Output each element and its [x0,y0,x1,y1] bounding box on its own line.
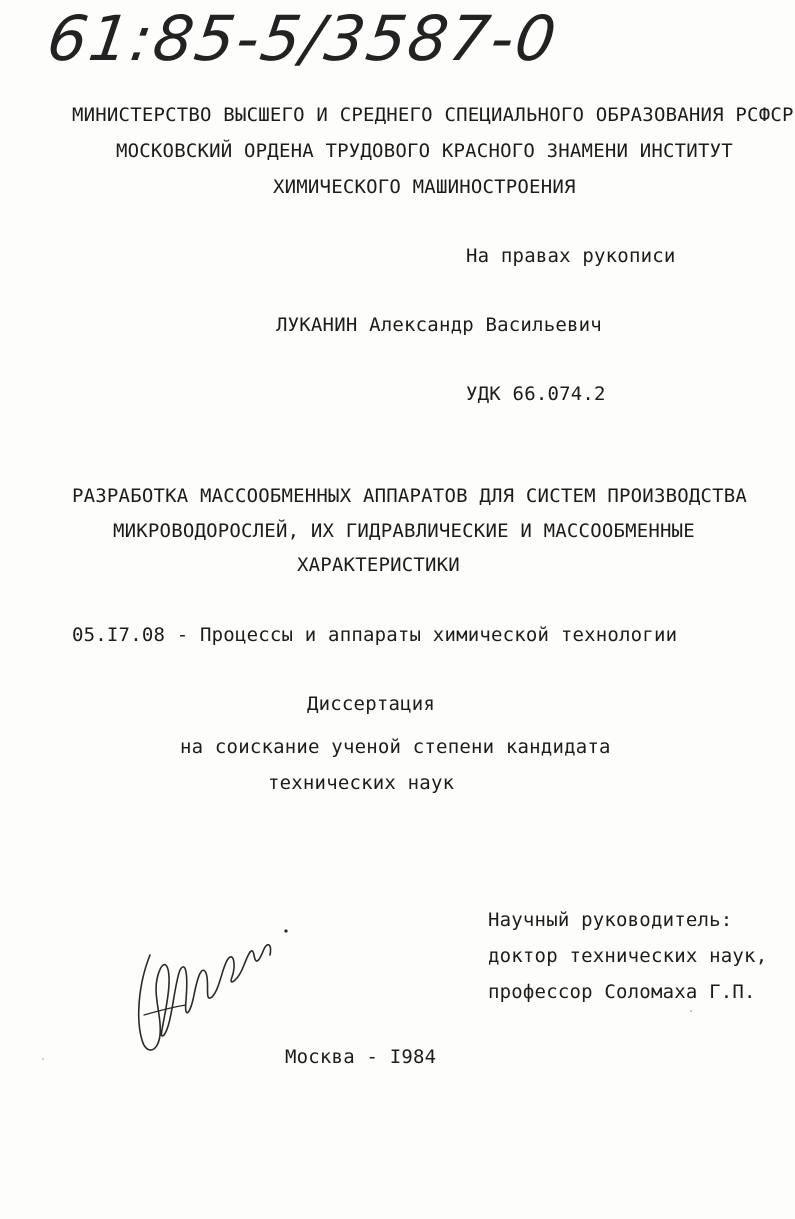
institute-line: МОСКОВСКИЙ ОРДЕНА ТРУДОВОГО КРАСНОГО ЗНАМЕНИ ИНСТИТУТ [116,140,733,162]
author-signature [128,915,308,1065]
thesis-title-line1: РАЗРАБОТКА МАССООБМЕННЫХ АППАРАТОВ ДЛЯ СИСТЕМ ПРОИЗВОДСТВА [72,485,748,507]
supervisor-name: профессор Соломаха Г.П. [488,981,756,1003]
author-name: ЛУКАНИН Александр Васильевич [276,314,602,336]
manuscript-rights-note: На правах рукописи [466,245,676,267]
ministry-line: МИНИСТЕРСТВО ВЫСШЕГО И СРЕДНЕГО СПЕЦИАЛЬНОГО ОБРАЗОВАНИЯ РСФСР [72,104,794,126]
work-type: Диссертация [307,693,436,715]
thesis-title-line3: ХАРАКТЕРИСТИКИ [297,554,460,576]
thesis-title-line2: МИКРОВОДОРОСЛЕЙ, ИХ ГИДРАВЛИЧЕСКИЕ И МАССООБМЕННЫЕ [113,520,695,542]
specialty-code: 05.I7.08 - Процессы и аппараты химической технологии [72,624,678,646]
place-and-year: Москва - I984 [285,1046,437,1068]
archive-code-handwritten: 61:85-5/3587-0 [42,2,563,75]
supervisor-label: Научный руководитель: [488,909,733,931]
institute-line-continued: ХИМИЧЕСКОГО МАШИНОСТРОЕНИЯ [273,176,576,198]
degree-field: технических наук [268,772,455,794]
supervisor-degree: доктор технических наук, [488,945,768,967]
udc-code: УДК 66.074.2 [466,383,606,405]
scan-speck [690,1010,692,1012]
scan-speck [42,1058,44,1060]
degree-line: на соискание ученой степени кандидата [180,736,611,758]
